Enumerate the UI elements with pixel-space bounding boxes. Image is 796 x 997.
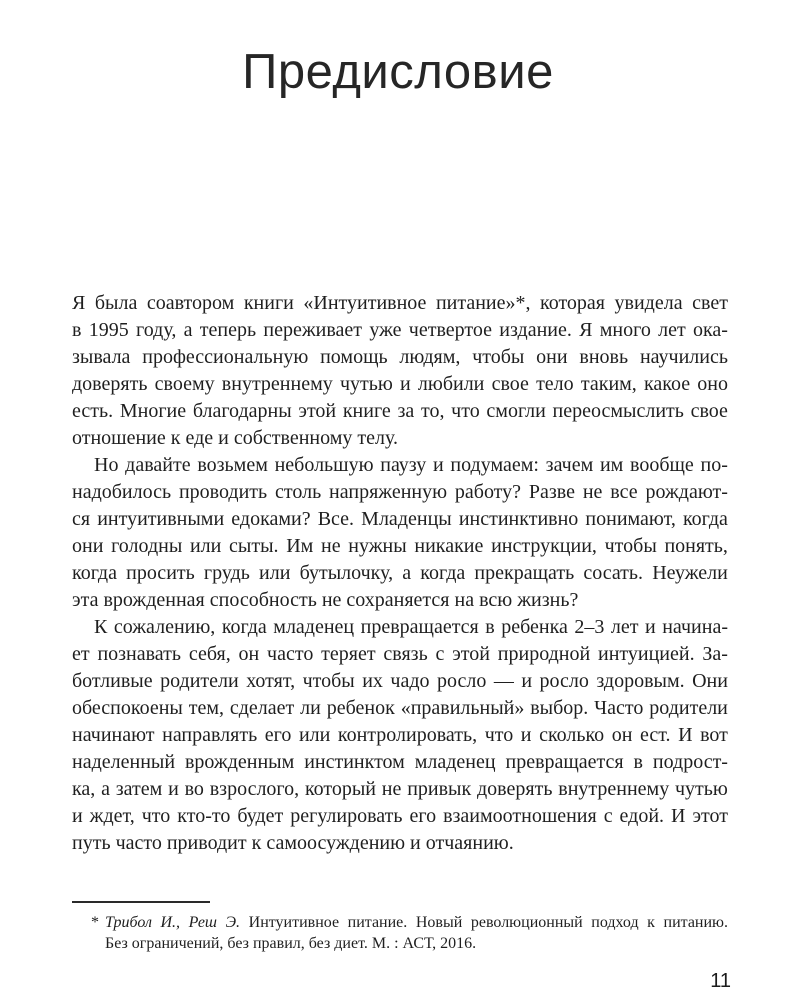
text-line: ботливые родители хотят, чтобы их чадо росло — и росло здоровым. Они [72, 670, 728, 692]
chapter-title: Предисловие [242, 45, 554, 99]
text-line: в 1995 году, а теперь переживает уже четвертое издание. Я много лет ока- [72, 319, 728, 341]
footnote [72, 901, 728, 954]
footnote-authors: Трибол И., Реш Э. [105, 914, 241, 931]
text-line: они голодны или сыты. Им не нужны никакие инструкции, чтобы понять, [72, 535, 728, 557]
text-line: начинают направлять его или контролировать, что и сколько он ест. И вот [72, 724, 728, 746]
text-line: ет познавать себя, он часто теряет связь с этой природной интуицией. За- [72, 643, 728, 665]
text-line: К сожалению, когда младенец превращается в ребенка 2–3 лет и начина- [94, 616, 728, 638]
footnote-marker: * [91, 914, 99, 931]
text-line: ка, а затем и во взрослого, который не привык доверять внутреннему чутью [72, 778, 728, 800]
text-line: есть. Многие благодарны этой книге за то, что смогли переосмыслить свое [72, 400, 728, 422]
text-line: наделенный врожденным инстинктом младенец превращается в подрост- [72, 751, 728, 773]
text-line: Но давайте возьмем небольшую паузу и подумаем: зачем им вообще по- [94, 454, 728, 476]
text-line: когда просить грудь или бутылочку, а когда прекращать сосать. Неужели [72, 562, 728, 584]
footnote-line-1 [105, 912, 728, 933]
text-line: зывала профессиональную помощь людям, чтобы они вновь научились [72, 346, 728, 368]
text-line: Я была соавтором книги «Интуитивное питание»*, которая увидела свет [72, 292, 728, 314]
text-line: и ждет, что кто-то будет регулировать его взаимоотношения с едой. И этот [72, 805, 728, 827]
text-line: обеспокоены тем, сделает ли ребенок «правильный» выбор. Часто родители [72, 697, 728, 719]
page-number: 11 [710, 970, 731, 992]
text-line: ся интуитивными едоками? Все. Младенцы инстинктивно понимают, когда [72, 508, 728, 530]
footnote-body [91, 912, 728, 954]
footnote-line-2: Без ограничений, без правил, без диет. М. : АСТ, 2016. [105, 935, 477, 952]
text-line: отношение к еде и собственному телу. [72, 427, 398, 449]
body-text [72, 290, 728, 857]
text-line: надобилось проводить столь напряженную работу? Разве не все рождают- [72, 481, 728, 503]
text-line: путь часто приводит к самоосуждению и отчаянию. [72, 832, 514, 854]
text-line: эта врожденная способность не сохраняется на всю жизнь? [72, 589, 579, 611]
footnote-reference-text: Интуитивное питание. Новый революционный подход к питанию. [248, 914, 728, 931]
footnote-divider-rule [72, 901, 210, 903]
text-line: доверять своему внутреннему чутью и любили свое тело таким, какое оно [72, 373, 728, 395]
